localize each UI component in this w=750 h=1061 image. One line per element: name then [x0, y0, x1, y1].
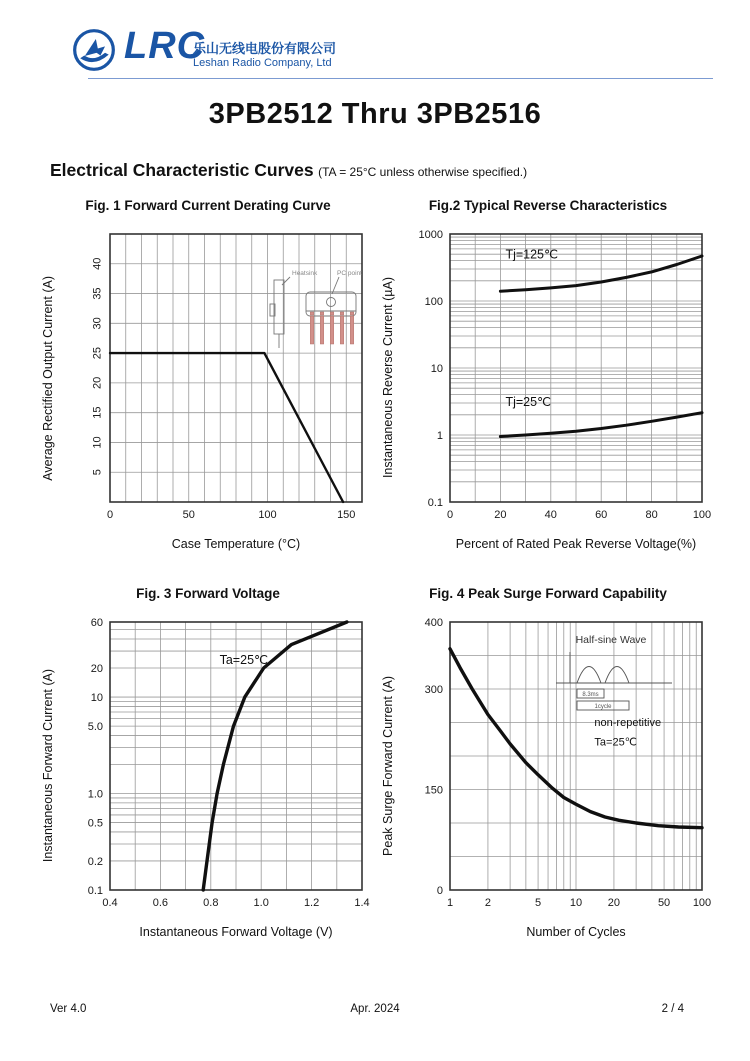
- svg-text:0.4: 0.4: [102, 897, 118, 909]
- svg-text:60: 60: [595, 509, 608, 521]
- svg-text:20: 20: [91, 376, 104, 390]
- figure-1-x-axis-title: Case Temperature (°C): [171, 537, 301, 551]
- svg-text:80: 80: [645, 509, 658, 521]
- svg-text:100: 100: [692, 509, 712, 521]
- svg-text:20: 20: [494, 509, 507, 521]
- svg-text:0.2: 0.2: [87, 855, 103, 868]
- header-divider: [88, 78, 713, 79]
- svg-text:0: 0: [446, 509, 454, 521]
- svg-text:100: 100: [424, 296, 443, 308]
- section-note: (TA = 25°C unless otherwise specified.): [318, 165, 528, 179]
- svg-text:10: 10: [569, 897, 583, 909]
- svg-text:Ta=25℃: Ta=25℃: [594, 736, 638, 749]
- figure-1-plot: [58, 222, 378, 534]
- svg-text:300: 300: [424, 684, 443, 696]
- figure-1: [38, 198, 378, 551]
- svg-text:100: 100: [258, 509, 277, 521]
- svg-text:0.6: 0.6: [152, 897, 169, 909]
- figure-3-title: Fig. 3 Forward Voltage: [136, 586, 280, 601]
- figure-2-plot: [398, 222, 718, 534]
- svg-text:5: 5: [91, 469, 104, 476]
- svg-text:25: 25: [91, 346, 104, 360]
- figure-2-x-axis-title: Percent of Rated Peak Reverse Voltage(%): [455, 537, 697, 551]
- surge-duration-label: 8.3ms: [582, 692, 599, 698]
- page-title: 3PB2512 Thru 3PB2516: [208, 98, 542, 130]
- svg-text:0.8: 0.8: [203, 897, 219, 909]
- footer-version: Ver 4.0: [50, 1003, 87, 1015]
- cycle-label: 1cycle: [594, 704, 612, 710]
- heatsink-label: Heatsink: [292, 270, 318, 277]
- package-label: PC point: [337, 270, 362, 277]
- svg-text:150: 150: [337, 509, 356, 521]
- svg-text:5: 5: [535, 897, 542, 909]
- svg-text:150: 150: [424, 784, 443, 797]
- svg-text:1000: 1000: [418, 229, 443, 241]
- figure-4-title: Fig. 4 Peak Surge Forward Capability: [429, 586, 667, 601]
- svg-text:0: 0: [436, 885, 443, 897]
- figure-3-plot: [58, 610, 378, 922]
- lrc-logo-icon: [70, 27, 118, 73]
- svg-text:20: 20: [90, 663, 103, 676]
- svg-text:60: 60: [90, 617, 103, 629]
- svg-text:20: 20: [607, 897, 621, 909]
- figure-4-x-axis-title: Number of Cycles: [526, 925, 626, 939]
- company-name: [193, 41, 336, 70]
- figure-3-x-axis-title: Instantaneous Forward Voltage (V): [139, 925, 333, 939]
- svg-text:1: 1: [446, 897, 454, 909]
- figure-1-y-axis-title: Average Rectified Output Current (A): [41, 275, 55, 481]
- svg-text:0.1: 0.1: [427, 497, 443, 509]
- svg-text:5.0: 5.0: [87, 721, 103, 734]
- half-sine-wave-label: Half-sine Wave: [575, 634, 647, 646]
- svg-text:400: 400: [424, 617, 443, 629]
- logo-text: LRC: [124, 25, 206, 67]
- svg-text:0: 0: [106, 509, 114, 521]
- svg-text:10: 10: [430, 363, 443, 375]
- svg-text:35: 35: [91, 287, 104, 300]
- figure-3: [38, 586, 378, 939]
- svg-text:0.5: 0.5: [87, 817, 103, 830]
- svg-text:0.1: 0.1: [87, 885, 103, 897]
- section-title: Electrical Characteristic Curves: [50, 160, 314, 180]
- company-name-cn: 乐山无线电股份有限公司: [193, 41, 337, 56]
- svg-text:1.0: 1.0: [87, 788, 103, 801]
- svg-text:30: 30: [91, 317, 104, 330]
- svg-text:15: 15: [91, 406, 104, 419]
- figure-4: [378, 586, 718, 939]
- svg-text:2: 2: [484, 897, 491, 909]
- svg-text:10: 10: [91, 436, 104, 449]
- svg-text:1.2: 1.2: [303, 897, 320, 909]
- svg-text:Tj=125℃: Tj=125℃: [505, 247, 559, 262]
- svg-text:Tj=25℃: Tj=25℃: [505, 395, 552, 410]
- company-name-en: Leshan Radio Company, Ltd: [193, 56, 332, 69]
- svg-text:Ta=25℃: Ta=25℃: [219, 653, 269, 668]
- figure-2-title: Fig.2 Typical Reverse Characteristics: [428, 198, 668, 213]
- svg-text:10: 10: [90, 692, 103, 705]
- svg-text:1: 1: [436, 430, 443, 442]
- footer-date: Apr. 2024: [350, 1003, 400, 1015]
- figure-2-y-axis-title: Instantaneous Reverse Current (µA): [381, 277, 395, 479]
- section-heading: [50, 160, 527, 181]
- svg-text:non-repetitive: non-repetitive: [594, 716, 662, 729]
- svg-text:50: 50: [657, 897, 671, 909]
- svg-text:1.4: 1.4: [354, 897, 370, 909]
- figure-3-y-axis-title: Instantaneous Forward Current (A): [41, 669, 55, 863]
- svg-text:40: 40: [91, 257, 104, 270]
- svg-text:1.0: 1.0: [253, 897, 269, 909]
- figure-2: [378, 198, 718, 551]
- figure-4-y-axis-title: Peak Surge Forward Current (A): [381, 676, 395, 856]
- svg-text:100: 100: [692, 897, 712, 909]
- svg-text:50: 50: [182, 509, 195, 521]
- figure-4-plot: [398, 610, 718, 922]
- figure-1-title: Fig. 1 Forward Current Derating Curve: [85, 198, 331, 213]
- svg-text:40: 40: [544, 509, 557, 521]
- footer-page-number: 2 / 4: [661, 1003, 684, 1015]
